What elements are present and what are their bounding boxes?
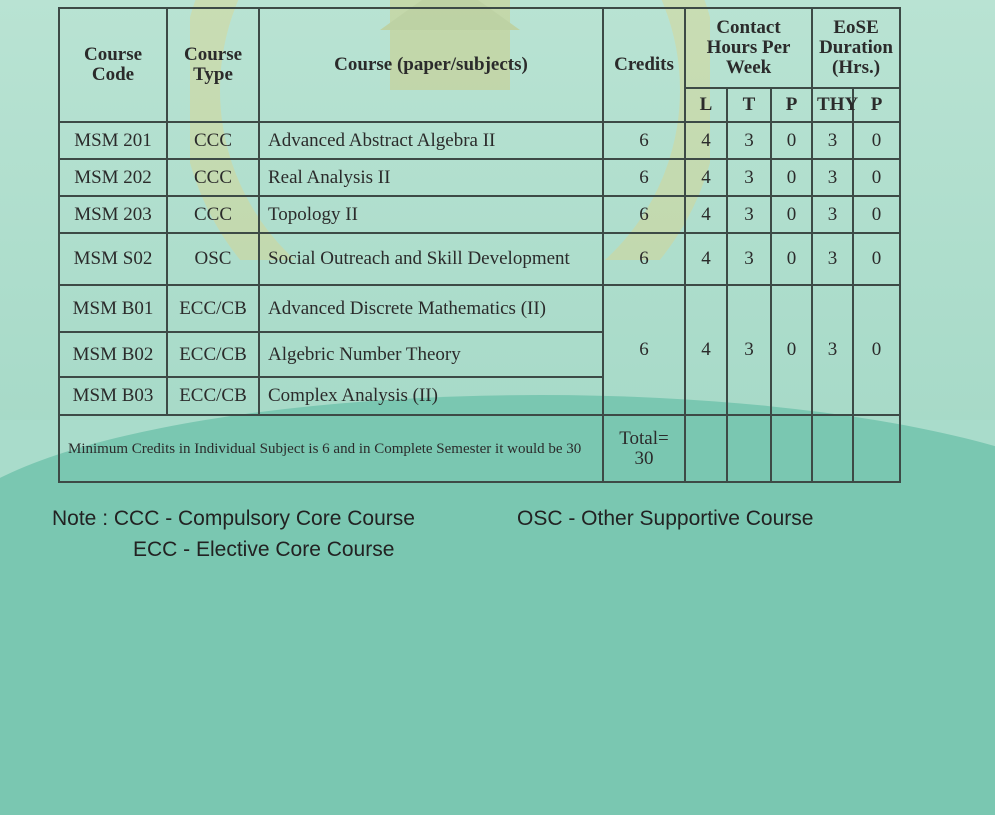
cell-name: Topology II — [259, 196, 603, 233]
cell-eose-p-shared: 0 — [853, 285, 900, 415]
empty-cell — [771, 415, 812, 482]
cell-credits: 6 — [603, 196, 685, 233]
cell-l: 4 — [685, 233, 727, 285]
header-course-code: Course Code — [59, 8, 167, 122]
cell-t: 3 — [727, 159, 771, 196]
empty-cell — [685, 415, 727, 482]
cell-code: MSM B01 — [59, 285, 167, 332]
empty-cell — [812, 415, 853, 482]
cell-eose-p: 0 — [853, 122, 900, 159]
cell-name: Algebric Number Theory — [259, 332, 603, 377]
cell-type: ECC/CB — [167, 332, 259, 377]
cell-thy: 3 — [812, 122, 853, 159]
cell-t: 3 — [727, 122, 771, 159]
header-contact-hours: Contact Hours Per Week — [685, 8, 812, 88]
header-t: T — [727, 88, 771, 122]
cell-credits: 6 — [603, 233, 685, 285]
cell-t: 3 — [727, 233, 771, 285]
cell-type: OSC — [167, 233, 259, 285]
cell-type: CCC — [167, 196, 259, 233]
header-row — [59, 8, 900, 88]
empty-cell — [727, 415, 771, 482]
cell-t-shared: 3 — [727, 285, 771, 415]
cell-name: Social Outreach and Skill Development — [259, 233, 603, 285]
course-table — [58, 7, 901, 483]
header-course-type: Course Type — [167, 8, 259, 122]
cell-type: ECC/CB — [167, 285, 259, 332]
footer-row — [59, 415, 900, 482]
table-row — [59, 159, 900, 196]
cell-credits: 6 — [603, 122, 685, 159]
table-row — [59, 122, 900, 159]
empty-cell — [853, 415, 900, 482]
cell-code: MSM S02 — [59, 233, 167, 285]
note-osc: OSC - Other Supportive Course — [517, 507, 814, 530]
table-row — [59, 196, 900, 233]
header-eose-p: P — [853, 88, 900, 122]
cell-type: ECC/CB — [167, 377, 259, 415]
cell-type: CCC — [167, 122, 259, 159]
cell-p: 0 — [771, 233, 812, 285]
cell-name: Real Analysis II — [259, 159, 603, 196]
cell-eose-p: 0 — [853, 233, 900, 285]
cell-thy: 3 — [812, 233, 853, 285]
cell-thy: 3 — [812, 159, 853, 196]
cell-p-shared: 0 — [771, 285, 812, 415]
cell-type: CCC — [167, 159, 259, 196]
total-credits: Total= 30 — [603, 415, 685, 482]
cell-code: MSM B03 — [59, 377, 167, 415]
header-course-name: Course (paper/subjects) — [259, 8, 603, 122]
header-thy: THY — [812, 88, 853, 122]
cell-name: Complex Analysis (II) — [259, 377, 603, 415]
cell-t: 3 — [727, 196, 771, 233]
cell-p: 0 — [771, 122, 812, 159]
table-row — [59, 285, 900, 332]
cell-code: MSM 203 — [59, 196, 167, 233]
cell-code: MSM 201 — [59, 122, 167, 159]
cell-code: MSM B02 — [59, 332, 167, 377]
cell-l-shared: 4 — [685, 285, 727, 415]
cell-name: Advanced Abstract Algebra II — [259, 122, 603, 159]
cell-credits: 6 — [603, 159, 685, 196]
table-row — [59, 233, 900, 285]
cell-l: 4 — [685, 159, 727, 196]
cell-eose-p: 0 — [853, 196, 900, 233]
cell-name: Advanced Discrete Mathematics (II) — [259, 285, 603, 332]
header-eose: EoSE Duration (Hrs.) — [812, 8, 900, 88]
cell-eose-p: 0 — [853, 159, 900, 196]
cell-p: 0 — [771, 159, 812, 196]
cell-thy: 3 — [812, 196, 853, 233]
header-p: P — [771, 88, 812, 122]
min-credits-note: Minimum Credits in Individual Subject is 6 and in Complete Semester it would be 30 — [59, 415, 603, 482]
cell-l: 4 — [685, 122, 727, 159]
cell-credits-shared: 6 — [603, 285, 685, 415]
note-ccc: Note : CCC - Compulsory Core Course — [52, 507, 415, 530]
cell-code: MSM 202 — [59, 159, 167, 196]
cell-thy-shared: 3 — [812, 285, 853, 415]
header-credits: Credits — [603, 8, 685, 122]
cell-l: 4 — [685, 196, 727, 233]
note-ecc: ECC - Elective Core Course — [133, 538, 395, 561]
cell-p: 0 — [771, 196, 812, 233]
header-l: L — [685, 88, 727, 122]
